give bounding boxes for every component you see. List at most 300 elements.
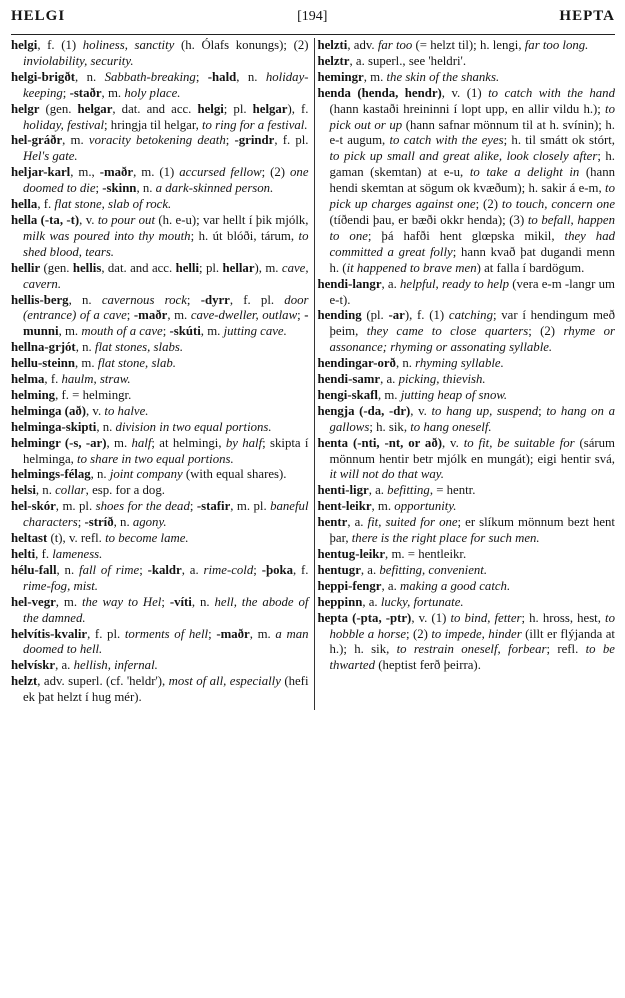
definition: lucky, fortunate.	[380, 594, 464, 609]
entry-text: ; hringja til helgar,	[104, 117, 202, 132]
entry-text: ;	[195, 69, 208, 84]
entry-text: ;	[77, 515, 85, 530]
entry-text: , m.	[106, 435, 132, 450]
headword: heljar-karl	[11, 165, 71, 180]
dictionary-entry	[11, 261, 309, 293]
entry-text: , v.	[79, 212, 98, 227]
entry-text: , a. superl., see 'heldri'.	[349, 53, 467, 68]
definition: to bind, fetter	[450, 610, 522, 625]
headword: -stríð	[84, 515, 114, 530]
entry-text: , m.	[371, 499, 395, 514]
entry-text: , f. pl.	[87, 626, 125, 641]
entry-text: , n.	[395, 356, 416, 371]
headword: helli	[175, 260, 200, 275]
entry-text: (t), v. refl.	[47, 531, 106, 546]
definition: baneful characters	[23, 499, 309, 530]
entry-text: , m.	[101, 85, 125, 100]
entry-text: , m.	[363, 69, 387, 84]
definition: to share in two equal portions.	[77, 451, 234, 466]
right-column	[316, 38, 616, 706]
headword: hellu-steinn	[11, 356, 75, 371]
entry-text: , a.	[368, 483, 388, 498]
headword: hel-gráðr	[11, 133, 63, 148]
entry-text: ), f. (1)	[404, 308, 449, 323]
dictionary-entry	[318, 86, 616, 277]
headword: hentugr	[317, 562, 361, 577]
definition: fall of rime	[79, 562, 140, 577]
dictionary-entry	[11, 467, 309, 483]
dictionary-entry	[318, 595, 616, 611]
entry-text: , a.	[362, 594, 381, 609]
definition: to pick up charges against one	[329, 181, 615, 212]
definition: to take a delight in	[469, 165, 580, 180]
entry-text: , v. (1)	[441, 85, 489, 100]
definition: befitting, convenient.	[379, 562, 488, 577]
definition: to pour out	[97, 212, 155, 227]
dictionary-entry	[318, 611, 616, 675]
entry-text: (tíðendi þau, er bæði okkr henda); (3)	[329, 212, 528, 227]
entry-text: , f.	[37, 197, 55, 212]
entry-text: ; (2)	[406, 626, 432, 641]
dictionary-entry	[318, 404, 616, 436]
dictionary-entry	[11, 627, 309, 659]
entry-text: , v. (1)	[411, 610, 451, 625]
headword: hemingr	[317, 69, 364, 84]
entry-text: (hann safnar mönnum til at h. svínin); h. e-t augum,	[329, 117, 615, 148]
headword: hendingar-orð	[317, 356, 396, 371]
definition: the skin of the shanks.	[386, 69, 500, 84]
definition: milk was poured into thy mouth	[23, 228, 191, 243]
headword: helztr	[317, 53, 350, 68]
entry-text: , dat. and acc.	[101, 260, 176, 275]
dictionary-entry	[318, 547, 616, 563]
entry-text: ), m.	[254, 260, 282, 275]
definition: joint company	[109, 467, 183, 482]
columns	[11, 38, 615, 706]
entry-text: , a.	[347, 515, 368, 530]
headword: helgi	[197, 101, 224, 116]
headword: helminga (að)	[11, 403, 87, 418]
definition: to catch with the eyes	[389, 133, 504, 148]
entry-text: , n.	[90, 467, 110, 482]
entry-text: (gen.	[40, 260, 73, 275]
definition: opportunity.	[394, 499, 457, 514]
entry-text: , m.	[75, 356, 98, 371]
headword: hella	[11, 197, 38, 212]
headword: hendi-langr	[317, 276, 382, 291]
definition: mouth of a cave	[81, 324, 163, 339]
headword: -skúti	[169, 324, 201, 339]
entry-text: , a.	[360, 562, 380, 577]
dictionary-entry	[11, 340, 309, 356]
entry-text: ; refl.	[546, 642, 586, 657]
headword: helvítis-kvalir	[11, 626, 88, 641]
definition: far too long.	[524, 38, 589, 52]
entry-text: , n.	[75, 340, 95, 355]
definition: there is the right place for such men.	[351, 531, 540, 546]
entry-text: ;	[253, 562, 262, 577]
entry-text: , v.	[441, 435, 464, 450]
definition: door (entrance) of a cave	[23, 292, 309, 323]
headword: -ar	[388, 308, 405, 323]
headword: heltast	[11, 531, 48, 546]
definition: fit, suited for one	[367, 515, 458, 530]
entry-text: ; er slíkum mönnum bezt hent þar,	[329, 515, 615, 546]
entry-text: ; pl.	[223, 101, 253, 116]
headword: helgar	[77, 101, 113, 116]
definition: to hang on a gallows	[329, 403, 615, 434]
entry-text: , f. = helmingr.	[55, 387, 132, 402]
headword: heppi-fengr	[317, 578, 382, 593]
definition: division in two equal portions.	[115, 419, 272, 434]
entry-text: , n.	[136, 181, 156, 196]
entry-text: ; þá hafði hent glœpska mikil,	[367, 228, 565, 243]
headword: -kaldr	[147, 562, 182, 577]
entry-text: ; h. til smátt ok stórt,	[503, 133, 615, 148]
entry-text: , m.	[167, 308, 191, 323]
definition: most of all, especially	[168, 674, 281, 689]
dictionary-entry	[11, 531, 309, 547]
headword: -dyrr	[200, 292, 230, 307]
dictionary-entry	[11, 499, 309, 531]
definition: flat stones, slabs.	[94, 340, 184, 355]
entry-text: , m.	[249, 626, 276, 641]
definition: to hobble a horse	[329, 610, 615, 641]
dictionary-entry	[11, 356, 309, 372]
definition: picking, thievish.	[398, 372, 486, 387]
headword: hel-skór	[11, 499, 56, 514]
definition: holiday-keeping	[23, 69, 309, 100]
headword: hella (-ta, -t)	[11, 212, 80, 227]
definition: to ring for a festival.	[201, 117, 308, 132]
dictionary-entry	[11, 547, 309, 563]
definition: they came to close quarters	[366, 324, 529, 339]
entry-text: , f.	[44, 372, 62, 387]
headword: helgi-brigðt	[11, 69, 75, 84]
definition: agony.	[132, 515, 167, 530]
definition: to hang oneself.	[410, 419, 492, 434]
entry-text: ;	[95, 181, 103, 196]
headword: hentr	[317, 515, 348, 530]
entry-text: ; (2)	[528, 324, 564, 339]
entry-text: , n.	[56, 562, 80, 577]
definition: cave, cavern.	[23, 260, 309, 291]
entry-text: , v.	[86, 403, 105, 418]
entry-text: ; h. sik,	[369, 419, 411, 434]
definition: holiness, sanctity	[82, 38, 175, 52]
entry-text: (with equal shares).	[182, 467, 287, 482]
definition: torments of hell	[124, 626, 209, 641]
header-left-guideword: HELGI	[11, 8, 66, 24]
entry-text: (h. Ólafs konungs); (2)	[174, 38, 309, 52]
entry-text: ; var í hendingum með þeim,	[329, 308, 615, 339]
dictionary-entry	[11, 38, 309, 70]
entry-text: , n.	[236, 69, 266, 84]
definition: holiday, festival	[23, 117, 105, 132]
entry-text: (hann kastaði hreininni í lopt upp, en allir vildu h.);	[329, 101, 606, 116]
definition: rhyming syllable.	[415, 356, 504, 371]
entry-text: , m. (1)	[133, 165, 180, 180]
definition: accursed fellow	[179, 165, 262, 180]
entry-text: , f.	[292, 562, 309, 577]
headword: -hald	[207, 69, 237, 84]
dictionary-entry	[11, 658, 309, 674]
headword: -þoka	[261, 562, 293, 577]
dictionary-entry	[318, 356, 616, 372]
page-number: [194]	[297, 9, 328, 24]
entry-text: , f.	[35, 547, 53, 561]
definition: shoes for the dead	[95, 499, 190, 514]
definition: flat stone, slab.	[97, 356, 176, 371]
entry-text: ;	[297, 308, 305, 323]
headword: henti-ligr	[317, 483, 369, 498]
entry-text: , n.	[35, 483, 56, 498]
definition: lameness.	[52, 547, 103, 561]
definition: collar	[55, 483, 86, 498]
headword: hendi-samr	[317, 372, 381, 387]
headword: hengi-skafl	[317, 387, 378, 402]
headword: hellis-berg	[11, 292, 69, 307]
left-column	[11, 38, 309, 706]
headword: helzti	[317, 38, 348, 52]
entry-text: , m.	[62, 133, 89, 148]
dictionary-entry	[318, 54, 616, 70]
entry-text: , a.	[380, 372, 399, 387]
definition: by half	[225, 435, 263, 450]
headword: henta (-nti, -nt, or að)	[317, 435, 442, 450]
headword: -víti	[169, 594, 192, 609]
definition: holy place.	[124, 85, 181, 100]
entry-text: (pl.	[361, 308, 389, 323]
entry-text: , n.	[68, 292, 102, 307]
headword: hent-leikr	[317, 499, 372, 514]
entry-text: ; h. hross, hest,	[521, 610, 606, 625]
dictionary-entry	[318, 372, 616, 388]
entry-text: , m.	[58, 324, 82, 339]
entry-text: (sárum mönnum hentir betr mjólk en mungát); eigi hentir svá,	[329, 435, 616, 466]
dictionary-entry	[318, 308, 616, 356]
dictionary-entry	[318, 579, 616, 595]
definition: far too	[377, 38, 413, 52]
dictionary-entry	[11, 595, 309, 627]
definition: to pick up small and great alike, look closely after	[329, 149, 598, 164]
dictionary-entry	[318, 483, 616, 499]
dictionary-entry	[318, 70, 616, 86]
definition: to become lame.	[105, 531, 189, 546]
entry-text: , f. pl.	[274, 133, 309, 148]
entry-text: , m. pl.	[230, 499, 271, 514]
headword: -maðr	[133, 308, 168, 323]
definition: Hel's gate.	[23, 149, 78, 164]
entry-text: ;	[126, 308, 134, 323]
headword: helming	[11, 387, 56, 402]
entry-text: , n.	[191, 594, 215, 609]
definition: it will not do that way.	[329, 467, 444, 482]
headword: hentug-leikr	[317, 547, 386, 561]
dictionary-entry	[11, 102, 309, 134]
entry-text: , m. pl.	[55, 499, 96, 514]
headword: helvískr	[11, 658, 56, 673]
headword: helzt	[11, 674, 38, 689]
headword: helma	[11, 372, 45, 387]
dictionary-entry	[11, 483, 309, 499]
definition: cavernous rock	[101, 292, 187, 307]
headword: -stafir	[196, 499, 231, 514]
headword: hellis	[72, 260, 102, 275]
entry-text: (illt er flýjanda at h.); h. sik,	[329, 626, 615, 657]
entry-text: (gen.	[39, 101, 78, 116]
dictionary-entry	[11, 197, 309, 213]
entry-text: (h. e-u); var hellt í þik mjólk,	[155, 212, 309, 227]
definition: one doomed to die	[23, 165, 309, 196]
dictionary-entry	[318, 38, 616, 54]
headword: helgi	[11, 38, 38, 52]
definition: half	[131, 435, 152, 450]
entry-text: , f. (1)	[37, 38, 83, 52]
dictionary-entry	[11, 436, 309, 468]
entry-text: , a.	[381, 578, 400, 593]
definition: cave-dweller, outlaw	[190, 308, 298, 323]
headword: helmingr (-s, -ar)	[11, 435, 107, 450]
dictionary-entry	[11, 388, 309, 404]
entry-text: ;	[186, 292, 201, 307]
entry-text: ;	[161, 594, 170, 609]
entry-text: ;	[538, 403, 547, 418]
definition: jutting cave.	[223, 324, 287, 339]
dictionary-entry	[318, 515, 616, 547]
headword: helti	[11, 547, 36, 561]
entry-text: (vera e-m -langr um e-t).	[329, 276, 615, 307]
definition: a man doomed to hell.	[23, 626, 309, 657]
entry-text: ; at helmingi,	[151, 435, 226, 450]
running-header	[11, 8, 615, 35]
definition: to halve.	[104, 403, 149, 418]
headword: henda (henda, hendr)	[317, 85, 442, 100]
headword: helminga-skipti	[11, 419, 97, 434]
entry-text: ; h. út blóði, tárum,	[190, 228, 299, 243]
entry-text: ; h. gaman (skemtan) at e-u,	[329, 149, 615, 180]
definition: helpful, ready to help	[400, 276, 510, 291]
entry-text: , m.	[55, 594, 82, 609]
entry-text: (heptist ferð þeirra).	[375, 658, 481, 673]
headword: -maðr	[216, 626, 250, 641]
definition: hellish, infernal.	[73, 658, 158, 673]
headword: hengja (-da, -dr)	[317, 403, 411, 418]
entry-text: , dat. and acc.	[112, 101, 198, 116]
entry-text: , = hentr.	[429, 483, 476, 498]
definition: rime-cold	[203, 562, 254, 577]
entry-text: , m.	[200, 324, 224, 339]
entry-text: , n.	[74, 69, 105, 84]
definition: a dark-skinned person.	[155, 181, 274, 196]
entry-text: , m.	[377, 387, 401, 402]
entry-text: ;	[62, 85, 70, 100]
entry-text: ) at falla í bardögum.	[476, 260, 585, 275]
headword: -grindr	[234, 133, 275, 148]
definition: to impede, hinder	[431, 626, 522, 641]
headword: helgr	[11, 101, 40, 116]
headword: helgar	[252, 101, 288, 116]
definition: the way to Hel	[81, 594, 162, 609]
dictionary-entry	[11, 213, 309, 261]
entry-text: ; hann kvað þat dugandi menn h. (	[329, 244, 615, 275]
entry-text: ; (2)	[261, 165, 291, 180]
entry-text: , f. pl.	[229, 292, 285, 307]
headword: hélu-fall	[11, 562, 57, 577]
headword: -maðr	[99, 165, 134, 180]
definition: they had committed a great folly	[329, 228, 615, 259]
definition: to fit, be suitable for	[463, 435, 575, 450]
dictionary-entry	[318, 436, 616, 484]
definition: rhyme or assonance; rhyming or assonating syllable.	[329, 324, 615, 355]
entry-text: ; skipta í helminga,	[23, 435, 309, 466]
dictionary-entry	[11, 165, 309, 197]
entry-text: ; (2)	[475, 197, 502, 212]
dictionary-entry	[11, 293, 309, 341]
dictionary-entry	[11, 133, 309, 165]
entry-text: ;	[225, 133, 235, 148]
entry-text: ;	[208, 626, 217, 641]
entry-text: ; pl.	[199, 260, 223, 275]
headword: hellna-grjót	[11, 340, 76, 355]
headword: hending	[317, 308, 362, 323]
dictionary-entry	[11, 404, 309, 420]
definition: to befall, happen to one	[329, 212, 615, 243]
definition: jutting heap of snow.	[400, 387, 508, 402]
definition: to be thwarted	[329, 642, 615, 673]
dictionary-entry	[318, 388, 616, 404]
definition: to shed blood, tears.	[23, 228, 309, 259]
dictionary-entry	[11, 563, 309, 595]
entry-text: ), f.	[287, 101, 309, 116]
dictionary-entry	[318, 499, 616, 515]
entry-text: (hefi ek þat helzt í hug mér).	[23, 674, 309, 705]
definition: making a good catch.	[399, 578, 511, 593]
headword: -munni	[23, 308, 309, 339]
entry-text: , a.	[55, 658, 74, 673]
entry-text: , m.,	[70, 165, 100, 180]
entry-text: , v.	[410, 403, 432, 418]
headword: helsi	[11, 483, 36, 498]
definition: to restrain oneself, forbear	[396, 642, 547, 657]
headword: helmings-félag	[11, 467, 91, 482]
header-right-guideword: HEPTA	[559, 8, 615, 24]
column-divider	[314, 38, 315, 710]
definition: inviolability, security.	[23, 53, 134, 68]
entry-text: , a.	[181, 562, 204, 577]
entry-text: ;	[162, 324, 170, 339]
entry-text: , n.	[113, 515, 133, 530]
definition: befitting	[387, 483, 430, 498]
entry-text: , esp. for a dog.	[85, 483, 165, 498]
definition: it happened to brave men	[346, 260, 477, 275]
entry-text: , m. = hentleikr.	[385, 547, 467, 561]
headword: hel-vegr	[11, 594, 56, 609]
headword: hellir	[11, 260, 41, 275]
entry-text: ;	[139, 562, 148, 577]
entry-text: , adv. superl. (cf. 'heldr'),	[37, 674, 169, 689]
dictionary-entry	[11, 420, 309, 436]
definition: to hang up, suspend	[431, 403, 539, 418]
definition: hell, the abode of the damned.	[23, 594, 309, 625]
headword: -staðr	[69, 85, 102, 100]
definition: to pick out or up	[329, 101, 615, 132]
headword: hepta (-pta, -ptr)	[317, 610, 412, 625]
definition: to touch, concern one	[501, 197, 616, 212]
dictionary-entry	[318, 563, 616, 579]
dictionary-entry	[11, 674, 309, 706]
entry-text: , a.	[381, 276, 401, 291]
